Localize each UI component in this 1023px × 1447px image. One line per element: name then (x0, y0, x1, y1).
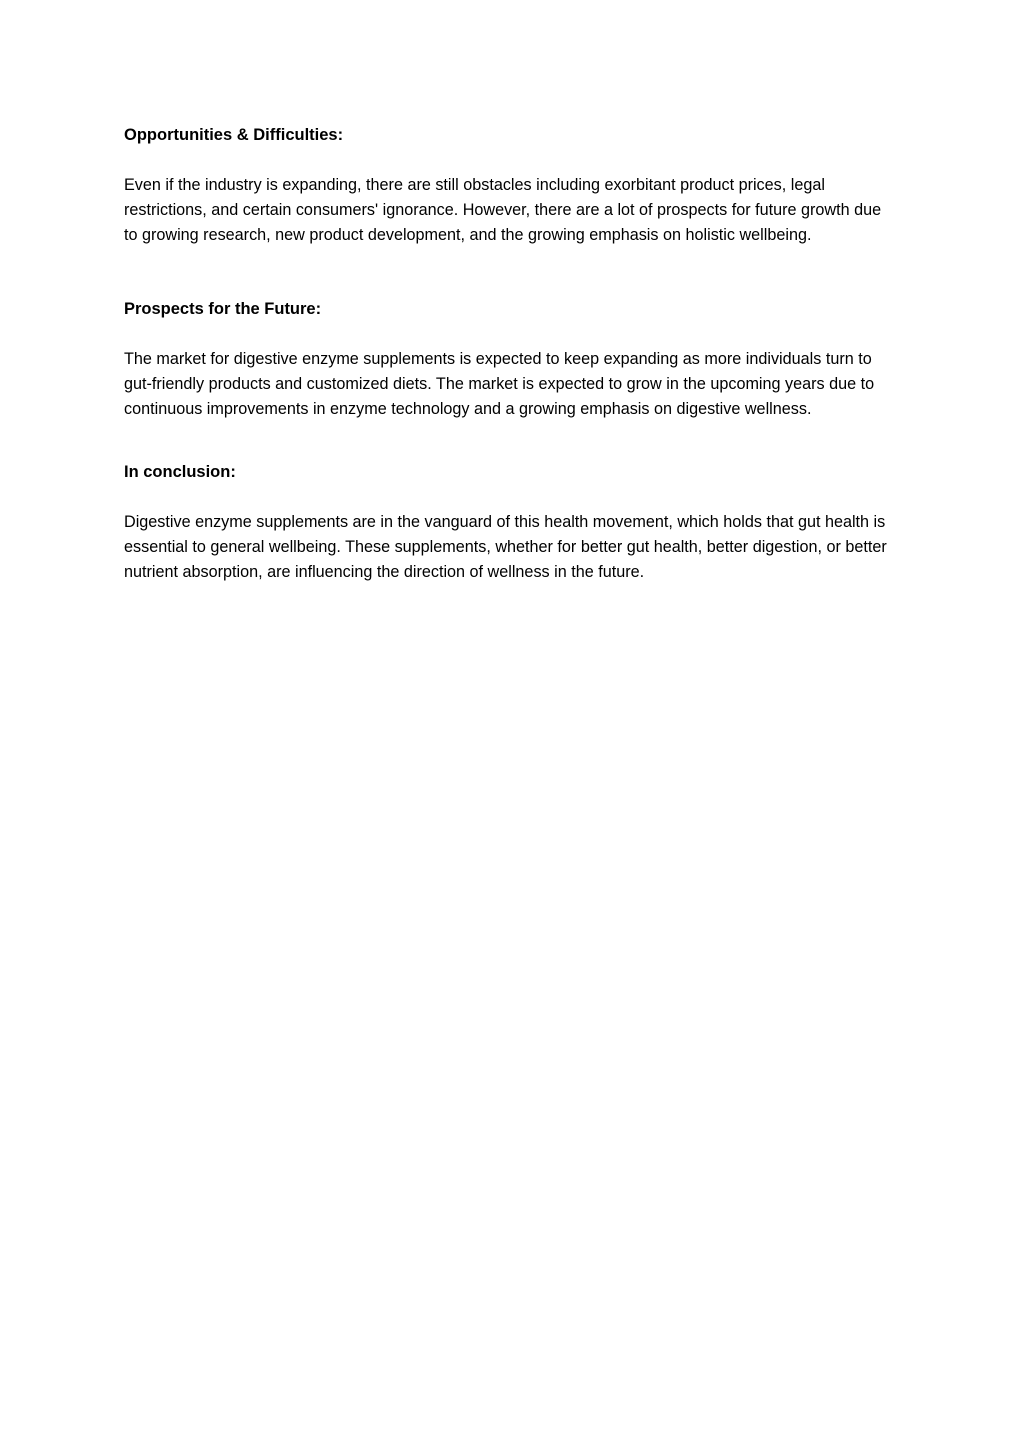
document-page (124, 0, 894, 1447)
section-heading-prospects: Prospects for the Future: (124, 300, 322, 318)
section-heading-opportunities: Opportunities & Difficulties: (124, 126, 344, 144)
section-heading-conclusion: In conclusion: (124, 463, 236, 481)
section-paragraph-prospects: The market for digestive enzyme supplements is expected to keep expanding as more individuals turn to gut-friendly products and customized diets. The market is expected to grow in the upcoming years due to continuous improvements in enzyme technology and a growing emphasis on digestive wellness. (124, 350, 875, 418)
section-paragraph-opportunities: Even if the industry is expanding, there are still obstacles including exorbitant product prices, legal restrictions, and certain consumers' ignorance. However, there are a lot of prospects for future growth due to growing research, new product development, and the growing emphasis on holistic wellbeing. (124, 176, 882, 244)
section-paragraph-conclusion: Digestive enzyme supplements are in the vanguard of this health movement, which holds that gut health is essential to general wellbeing. These supplements, whether for better gut health, better digestion, or better nutrient absorption, are influencing the direction of wellness in the future. (124, 513, 887, 581)
